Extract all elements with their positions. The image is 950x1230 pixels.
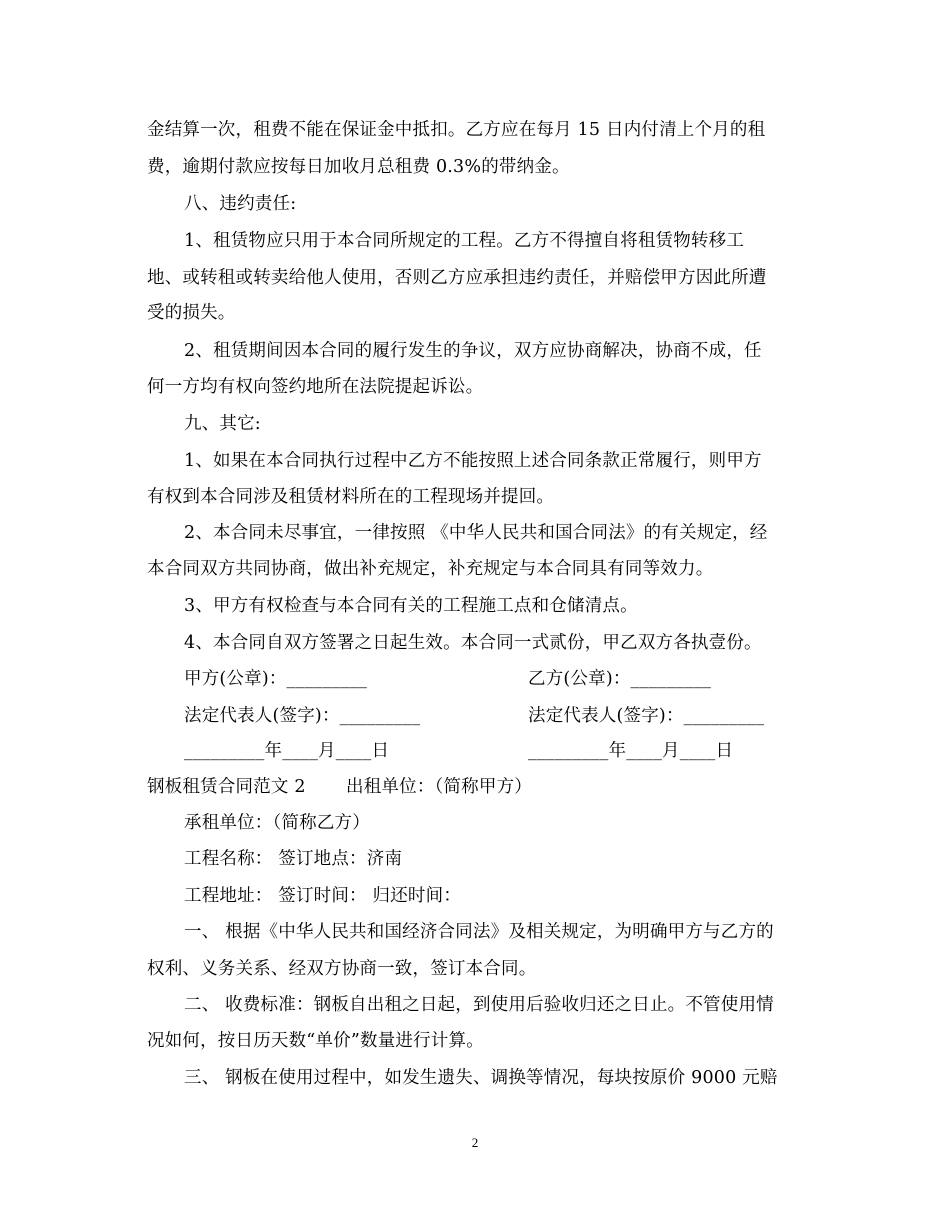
paragraph-line: 工程名称： 签订地点：济南 — [184, 849, 403, 869]
paragraph-line: 1、租赁物应只用于本合同所规定的工程。乙方不得擅自将租赁物转移工 — [184, 231, 745, 251]
paragraph-line: 4、本合同自双方签署之日起生效。本合同一式贰份，甲乙双方各执壹份。 — [184, 633, 762, 653]
paragraph-line: 二、 收费标准：钢板自出租之日起，到使用后验收归还之日止。不管使用情 — [184, 995, 774, 1015]
party-a-date-field: _________年____月____日 — [184, 741, 390, 761]
paragraph-line: 工程地址： 签订时间： 归还时间： — [184, 886, 462, 906]
party-a-rep-field: 法定代表人(签字)：_________ — [184, 706, 421, 726]
paragraph-line: 3、甲方有权检查与本合同有关的工程施工点和仓储清点。 — [184, 596, 638, 616]
paragraph-line: 费，逾期付款应按每日加收月总租费 0.3%的带纳金。 — [147, 157, 570, 177]
paragraph-line: 有权到本合同涉及租赁材料所在的工程现场并提回。 — [147, 487, 555, 507]
party-b-rep-field: 法定代表人(签字)：_________ — [528, 706, 765, 726]
paragraph-line: 2、本合同未尽事宜，一律按照 《中华人民共和国合同法》的有关规定，经 — [184, 523, 768, 543]
contract-title-line: 钢板租赁合同范文 2 出租单位：（简称甲方） — [147, 777, 532, 797]
paragraph-line: 金结算一次，租费不能在保证金中抵扣。乙方应在每月 15 日内付清上个月的租 — [147, 120, 766, 140]
section-heading: 八、违约责任: — [184, 194, 297, 214]
paragraph-line: 2、租赁期间因本合同的履行发生的争议，双方应协商解决，协商不成，任 — [184, 341, 762, 361]
party-a-seal-field: 甲方(公章)：_________ — [184, 669, 368, 689]
paragraph-line: 受的损失。 — [147, 303, 236, 323]
paragraph-line: 三、 钢板在使用过程中，如发生遗失、调换等情况，每块按原价 9000 元赔 — [184, 1068, 778, 1088]
paragraph-line: 一、 根据《中华人民共和国经济合同法》及相关规定，为明确甲方与乙方的 — [184, 922, 774, 942]
party-b-seal-field: 乙方(公章)：_________ — [528, 669, 712, 689]
paragraph-line: 本合同双方共同协商，做出补充规定，补充规定与本合同具有同等效力。 — [147, 559, 714, 579]
party-b-date-field: _________年____月____日 — [528, 741, 734, 761]
page-number: 2 — [471, 1135, 479, 1150]
paragraph-line: 地、或转租或转卖给他人使用，否则乙方应承担违约责任，并赔偿甲方因此所遭 — [147, 268, 767, 288]
paragraph-line: 况如何，按日历天数“单价”数量进行计算。 — [147, 1031, 484, 1051]
paragraph-line: 何一方均有权向签约地所在法院提起诉讼。 — [147, 377, 484, 397]
paragraph-line: 1、如果在本合同执行过程中乙方不能按照上述合同条款正常履行，则甲方 — [184, 451, 762, 471]
paragraph-line: 承租单位：（简称乙方） — [184, 813, 370, 833]
paragraph-line: 权利、义务关系、经双方协商一致，签订本合同。 — [147, 959, 537, 979]
section-heading: 九、其它: — [184, 414, 261, 434]
